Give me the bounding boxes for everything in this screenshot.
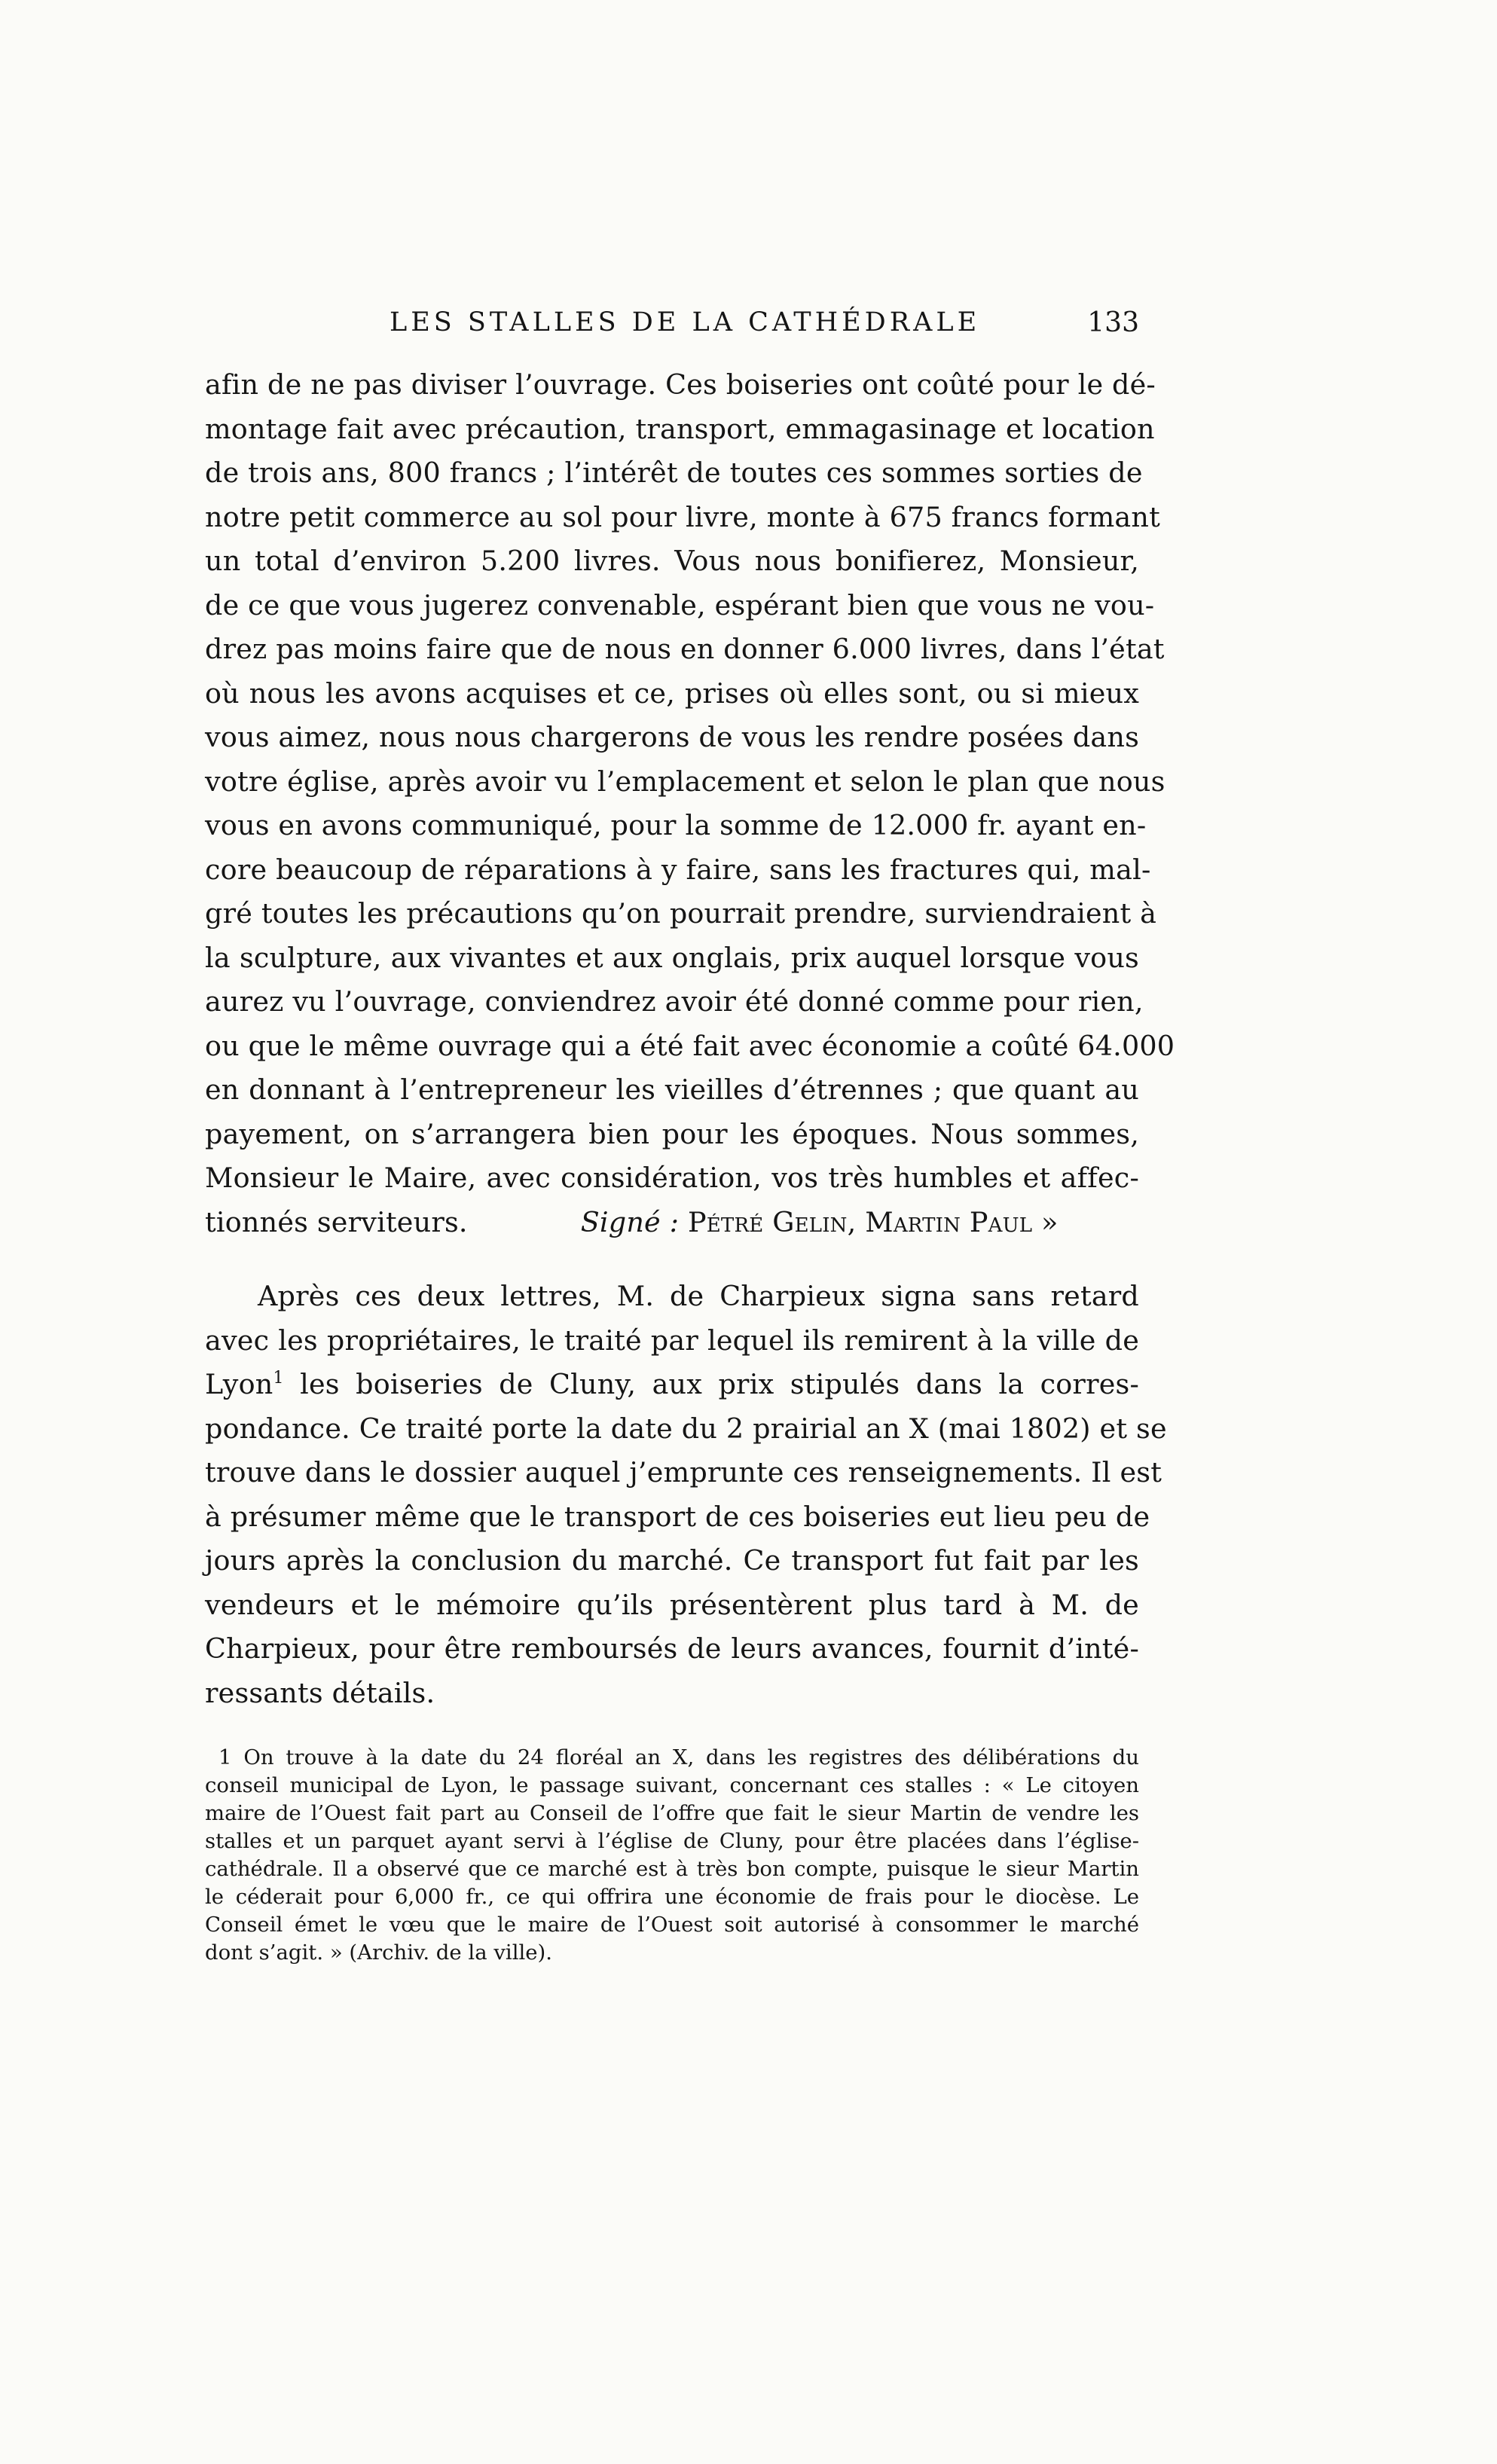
text-fragment: Lyon [205,1368,273,1400]
text-line: ou que le même ouvrage qui a été fait avec économie a coûté 64.000 [205,1029,1175,1062]
text-line: à présumer même que le transport de ces boiseries eut lieu peu de [205,1500,1150,1533]
closing-text: tionnés serviteurs. [205,1205,468,1238]
footnote [205,1744,1139,1967]
main-text [205,363,1175,1715]
text-line: Monsieur le Maire, avec considération, vos très humbles et affec- [205,1162,1139,1194]
footnote-line: stalles et un parquet ayant servi à l’église de Cluny, pour être placées dans l’église- [205,1829,1139,1853]
text-line: Après ces deux lettres, M. de Charpieux signa sans retard [258,1280,1139,1312]
footnote-line: conseil municipal de Lyon, le passage suivant, concernant ces stalles : « Le citoyen [205,1773,1139,1797]
text-line: Charpieux, pour être remboursés de leurs avances, fournit d’inté- [205,1632,1139,1665]
signatory-name: Martin Paul [865,1205,1033,1238]
text-line: core beaucoup de réparations à y faire, sans les fractures qui, mal- [205,853,1151,886]
footnote-reference: 1 [273,1369,284,1388]
text-line: gré toutes les précautions qu’on pourrait prendre, surviendraient à [205,897,1157,930]
footnote-text: On trouve à la date du 24 floréal an X, dans les registres des délibérations du [243,1745,1139,1769]
footnote-line: Conseil émet le vœu que le maire de l’Ouest soit autorisé à consommer le marché [205,1913,1139,1937]
text-line: trouve dans le dossier auquel j’emprunte ces renseignements. Il est [205,1456,1162,1488]
text-line: aurez vu l’ouvrage, conviendrez avoir été donné comme pour rien, [205,985,1144,1018]
text-line: de ce que vous jugerez convenable, espérant bien que vous ne vou- [205,588,1155,621]
page-number: 133 [1087,307,1139,338]
text-line: drez pas moins faire que de nous en donner 6.000 livres, dans l’état [205,633,1165,665]
text-line: un total d’environ 5.200 livres. Vous nous bonifierez, Monsieur, [205,545,1139,577]
signatory-name: Pétré Gelin, [687,1205,857,1238]
paragraph-letter-continuation [205,363,1175,1244]
signed-label: Signé : [580,1205,680,1238]
footnote-line: dont s’agit. » (Archiv. de la ville). [205,1940,553,1965]
paragraph-narrative [205,1275,1167,1715]
text-line: vous aimez, nous nous chargerons de vous les rendre posées dans [205,721,1139,753]
text-line: en donnant à l’entrepreneur les vieilles d’étrennes ; que quant au [205,1073,1139,1106]
text-line: pondance. Ce traité porte la date du 2 prairial an X (mai 1802) et se [205,1412,1167,1445]
text-line: payement, on s’arrangera bien pour les époques. Nous sommes, [205,1117,1139,1150]
footnote-line: le céderait pour 6,000 fr., ce qui offrira une économie de frais pour le diocèse. Le [205,1885,1139,1909]
text-line: notre petit commerce au sol pour livre, monte à 675 francs formant [205,500,1160,533]
text-line: avec les propriétaires, le traité par lequel ils remirent à la ville de [205,1324,1139,1357]
footnote-line: maire de l’Ouest fait part au Conseil de l’offre que fait le sieur Martin de vendre les [205,1801,1139,1825]
signature-line [205,1201,1139,1245]
text-line: votre église, après avoir vu l’emplacement et selon le plan que nous [205,765,1166,798]
running-title: LES STALLES DE LA CATHÉDRALE [390,307,981,337]
text-line: ressants détails. [205,1676,435,1709]
text-line: où nous les avons acquises et ce, prises où elles sont, ou si mieux [205,676,1139,710]
closing-quote: » [1041,1205,1059,1238]
page-header [205,307,1139,353]
text-line: la sculpture, aux vivantes et aux onglais, prix auquel lorsque vous [205,941,1139,974]
text-line: afin de ne pas diviser l’ouvrage. Ces boiseries ont coûté pour le dé- [205,368,1156,401]
footnote-marker: 1 [218,1745,232,1769]
text-line: vendeurs et le mémoire qu’ils présentèrent plus tard à M. de [205,1588,1139,1621]
text-line [205,1363,1139,1407]
text-line: de trois ans, 800 francs ; l’intérêt de toutes ces sommes sorties de [205,456,1143,489]
text-line: jours après la conclusion du marché. Ce transport fut fait par les [205,1544,1139,1577]
text-fragment: les boiseries de Cluny, aux prix stipulés dans la corres- [283,1368,1139,1400]
text-line: vous en avons communiqué, pour la somme de 12.000 fr. ayant en- [205,809,1147,841]
footnote-line [205,1744,1139,1772]
footnote-line: cathédrale. Il a observé que ce marché est à très bon compte, puisque le sieur Martin [205,1857,1139,1881]
text-line: montage fait avec précaution, transport, emmagasinage et location [205,412,1155,445]
